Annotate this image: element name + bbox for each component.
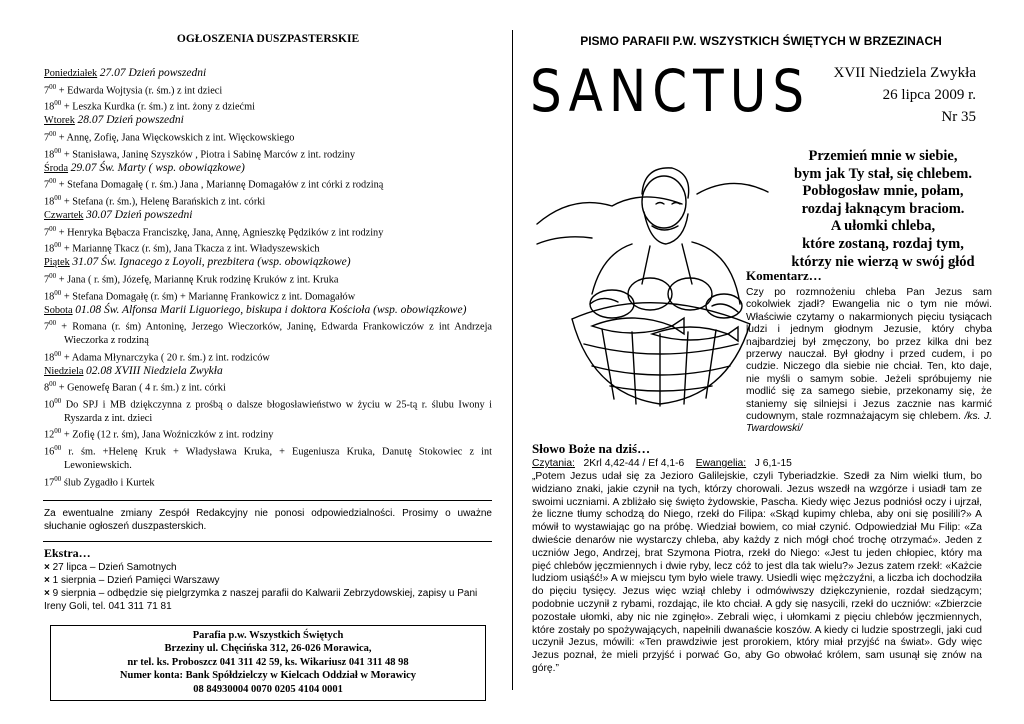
bullet-x-icon: × <box>44 587 50 599</box>
gospel-text: „Potem Jezus udał się za Jezioro Galilejskie, czyli Tyberiadzkie. Szedł za Nim wielki tłum, bo widziano znaki, jakie czynił na tych, którzy chorowali. Jezus wszedł na wzgórze i usiadł tam ze swoimi uczniami. A zbliżało się święto żydowskie, Pascha. Kiedy więc Jezus podniósł oczy i ujrzał, że liczne tłumy schodzą do Niego, rzekł do Filipa: «Skąd kupimy chleba, aby oni się posilili?» A mówił to wystawiając go na próbę. Wiedział bowiem, co miał czynić. Odpowiedział Mu Filip: «Za dwieście denarów nie wystarczy chleba, aby każdy z nich mógł choć trochę otrzymać». Jeden z uczniów Jego, Andrzej, brat Szymona Piotra, rzekł do Niego: «Jest tu jeden chłopiec, który ma pięć chlebów jęczmiennych i dwie ryby, lecz cóż to jest dla tak wielu?» Jezus zatem rzekł: «Każcie ludziom usiąść!» A w miejscu tym było wiele trawy. Usiedli więc mężczyźni, a liczba ich dochodziła do pięciu tysięcy. Jezus więc wziął chleby i odmówiwszy dziękczynienie, rozdał siedzącym; podobnie uczynił z rybami, rozdając, ile kto chciał. A gdy się nasycili, rzekł do uczniów: «Zbierzcie pozostałe ułomki, aby nic nie zginęło». Zebrali więc, i ułomkami z pięciu chlebów jęczmiennych, które zostały po spożywających, napełnili dwanaście koszów. A kiedy ci ludzie spostrzegli, jaki cud uczynił Jezus, mówili: «Ten prawdziwie jest prorokiem, który miał przyjść na świat». Gdy więc Jezus poznał, że mieli przyjść i porwać Go, aby Go obwołać królem, sam usunął się znów na górę.” <box>532 471 982 674</box>
day-heading <box>44 304 492 318</box>
ekstra-item <box>44 561 492 574</box>
mass-minute: 00 <box>54 349 62 358</box>
comment-title: Komentarz… <box>746 268 822 283</box>
disclaimer-note: Za ewentualne zmiany Zespół Redakcyjny nie ponosi odpowiedzialności. Prosimy o uważne słuchanie ogłoszeń duszpasterskich. <box>44 507 492 532</box>
ekstra-text: 1 sierpnia – Dzień Pamięci Warszawy <box>52 574 220 586</box>
ekstra-list <box>44 561 492 613</box>
mass-minute: 00 <box>49 319 57 328</box>
front-page-column <box>530 30 992 674</box>
word-of-god-title: Słowo Boże na dziś… <box>532 441 651 456</box>
parish-info-box <box>50 625 486 701</box>
poem-line: które zostaną, rozdaj tym, <box>802 235 964 252</box>
column-divider <box>512 30 513 690</box>
day-heading <box>44 67 492 81</box>
mass-entry <box>44 145 492 162</box>
issue-info <box>834 62 976 128</box>
day-heading <box>44 114 492 128</box>
gospel-label: Ewangelia: <box>695 458 747 469</box>
mass-entry <box>44 81 492 98</box>
day-description: 31.07 Św. Ignacego z Loyoli, prezbitera (wsp. obowiązkowe) <box>72 256 351 269</box>
comment-text <box>746 287 992 436</box>
mass-minute: 00 <box>49 224 57 233</box>
mass-entry <box>44 239 492 256</box>
mass-hour: 18 <box>44 352 55 364</box>
day-description: 27.07 Dzień powszedni <box>99 67 207 79</box>
parish-info-line: nr tel. ks. Proboszcz 041 311 42 59, ks. Wikariusz 041 311 48 98 <box>127 656 409 668</box>
ekstra-item <box>44 587 492 613</box>
separator-line <box>43 541 492 542</box>
poem-line: którzy nie wierzą w swój głód <box>791 253 975 270</box>
mass-entry <box>44 425 492 442</box>
mass-hour: 7 <box>44 274 50 286</box>
comment-author: /ks. J. Twardowski/ <box>746 411 992 435</box>
mass-hour: 12 <box>44 429 55 441</box>
mass-intention: + Stanisława, Janinę Szyszków , Piotra i Sabinę Marców z int. rodziny <box>63 149 356 161</box>
mass-minute: 00 <box>54 396 62 405</box>
mass-minute: 00 <box>49 271 57 280</box>
parish-info-line: Brzeziny ul. Chęcińska 312, 26-026 Morawica, <box>164 643 372 655</box>
day-heading <box>44 256 492 270</box>
newsletter-header: PISMO PARAFII P.W. WSZYSTKICH ŚWIĘTYCH W BRZEZINACH <box>580 34 942 48</box>
mass-minute: 00 <box>49 82 57 91</box>
readings-label: Czytania: <box>532 458 575 469</box>
mass-entry <box>44 473 492 490</box>
mass-intention: + Stefana Domagałę ( r. śm.) Jana , Mariannę Domagałów z int córki z rodziną <box>58 179 384 191</box>
mass-hour: 8 <box>44 382 50 394</box>
readings-line <box>532 458 792 469</box>
parish-info-line: 08 84930004 0070 0205 4104 0001 <box>193 684 343 696</box>
readings-value: 2Krl 4,42-44 / Ef 4,1-6 <box>583 458 685 469</box>
mass-intention: + Stefana (r. śm.), Helenę Barańskich z int. córki <box>63 196 266 208</box>
issue-number: Nr 35 <box>941 109 976 125</box>
day-heading <box>44 162 492 176</box>
mass-hour: 17 <box>44 477 55 489</box>
bullet-x-icon: × <box>44 561 50 573</box>
mass-intention: + Stefana Domagałę (r. śm) + Mariannę Frankowicz z int. Domagałów <box>63 291 356 303</box>
day-description: 29.07 Św. Marty ( wsp. obowiązkowe) <box>70 161 245 174</box>
mass-intention: + Edwarda Wojtysia (r. śm.) z int dzieci <box>58 84 223 96</box>
mass-minute: 00 <box>54 194 62 203</box>
mass-entry <box>44 442 492 472</box>
mass-entry <box>44 223 492 240</box>
mass-intention: Do SPJ i MB dziękczynna z prośbą o dalsze błogosławieństwo w życiu w 25-tą r. ślubu Iwony i Ryszarda z int. dzieci <box>64 399 492 424</box>
mass-intention: + Jana ( r. śm), Józefę, Mariannę Kruk rodzinę Kruków z int. Kruka <box>58 274 339 286</box>
mass-hour: 18 <box>44 149 55 161</box>
day-name: Środa <box>44 162 69 174</box>
day-description: 01.08 Św. Alfonsa Marii Liguoriego, biskupa i doktora Kościoła (wsp. obowiązkowe) <box>75 303 467 316</box>
mass-hour: 16 <box>44 446 55 458</box>
day-heading <box>44 365 492 379</box>
gospel-ref: J 6,1-15 <box>754 458 792 469</box>
mass-minute: 00 <box>54 241 62 250</box>
poem <box>758 148 1008 271</box>
day-name: Sobota <box>44 304 73 316</box>
mass-hour: 7 <box>44 84 50 96</box>
poem-line: rozdaj łaknącym braciom. <box>801 200 965 217</box>
ekstra-text: 27 lipca – Dzień Samotnych <box>52 561 177 573</box>
day-name: Niedziela <box>44 365 84 377</box>
mass-entry <box>44 97 492 114</box>
jesus-with-bread-basket-illustration <box>532 134 770 419</box>
day-description: 30.07 Dzień powszedni <box>86 209 193 222</box>
mass-entry <box>44 378 492 395</box>
mass-entry <box>44 317 492 347</box>
mass-minute: 00 <box>54 427 62 436</box>
announcements-column <box>44 30 492 701</box>
ekstra-title: Ekstra… <box>44 545 91 560</box>
mass-minute: 00 <box>54 99 62 108</box>
mass-minute: 00 <box>54 288 62 297</box>
poem-line: A ułomki chleba, <box>830 218 936 235</box>
ekstra-text: 9 sierpnia – odbędzie się pielgrzymka z naszej parafii do Kalwarii Zebrzydowskiej, zapisy u Pani Ireny Goli, tel. 041 311 71 81 <box>44 587 478 612</box>
mass-hour: 18 <box>44 291 55 303</box>
mass-minute: 00 <box>54 444 62 453</box>
poem-line: bym jak Ty stał, się chlebem. <box>794 165 972 182</box>
mass-intention: ślub Zygadło i Kurtek <box>63 477 155 489</box>
poem-line: Przemień mnie w siebie, <box>808 148 958 164</box>
mass-schedule <box>44 67 492 490</box>
mass-intention: + Genowefę Baran ( 4 r. śm.) z int. córki <box>58 382 226 394</box>
mass-minute: 00 <box>54 146 62 155</box>
issue-sunday: XVII Niedziela Zwykła <box>833 65 976 81</box>
mass-intention: + Mariannę Tkacz (r. śm), Jana Tkacza z int. Władyszewskich <box>63 243 320 255</box>
mass-entry <box>44 192 492 209</box>
mass-intention: r. śm. +Helenę Kruk + Władysława Kruka, + Eugeniusza Kruka, Danutę Stokowiec z int Lewoniewskich. <box>64 446 492 472</box>
mass-hour: 18 <box>44 243 55 255</box>
mass-hour: 10 <box>44 399 55 411</box>
parish-info-line: Parafia p.w. Wszystkich Świętych <box>192 629 344 641</box>
bullet-x-icon: × <box>44 574 50 586</box>
mass-minute: 00 <box>49 177 57 186</box>
mass-entry <box>44 287 492 304</box>
separator-line <box>43 500 492 501</box>
mass-minute: 00 <box>54 474 62 483</box>
mass-entry <box>44 395 492 425</box>
mass-hour: 7 <box>44 226 50 238</box>
day-name: Czwartek <box>44 210 84 222</box>
mass-minute: 00 <box>49 380 57 389</box>
mass-intention: + Romana (r. śm) Antoninę, Jerzego Wieczorków, Janinę, Edwarda Frankowiczów z int Andrzeja Wieczorka z rodziną <box>61 321 492 347</box>
day-name: Piątek <box>44 257 70 269</box>
day-description: 28.07 Dzień powszedni <box>77 114 184 127</box>
ekstra-item <box>44 574 492 587</box>
day-name: Wtorek <box>44 115 75 127</box>
mass-minute: 00 <box>49 129 57 138</box>
poem-line: Pobłogosław mnie, połam, <box>802 183 964 200</box>
issue-date: 26 lipca 2009 r. <box>882 87 976 103</box>
mass-intention: + Zofię (12 r. śm), Jana Woźniczków z int. rodziny <box>63 429 274 441</box>
masthead <box>532 58 990 138</box>
mass-hour: 18 <box>44 101 55 113</box>
day-name: Poniedziałek <box>44 68 98 79</box>
mass-entry <box>44 175 492 192</box>
mass-intention: + Henryka Bębacza Franciszkę, Jana, Annę, Agnieszkę Pędzików z int rodziny <box>58 226 384 238</box>
parish-info-line: Numer konta: Bank Spółdzielczy w Kielcach Oddział w Morawicy <box>119 670 417 682</box>
day-heading <box>44 209 492 223</box>
mass-entry <box>44 128 492 145</box>
mass-intention: + Adama Młynarczyka ( 20 r. śm.) z int. rodziców <box>63 352 270 364</box>
mass-hour: 7 <box>44 321 50 333</box>
mass-hour: 18 <box>44 196 55 208</box>
mass-entry <box>44 270 492 287</box>
mass-hour: 7 <box>44 179 50 191</box>
mass-intention: + Leszka Kurdka (r. śm.) z int. żony z dziećmi <box>63 101 255 113</box>
mass-entry <box>44 348 492 365</box>
sanctus-logo: SANCTUS <box>530 58 811 125</box>
day-description: 02.08 XVIII Niedziela Zwykła <box>86 364 223 377</box>
comment-body: Czy po rozmnożeniu chleba Pan Jezus sam cokolwiek zjadł? Ewangelia nic o tym nie mówi. Właściwie czytamy o nakarmionych pięciu tysiącach ludzi i jednym głodnym Jezusie, który chyba najbardziej był zmęczony, bo przez kilka dni bez przerwy nauczał. Był głodny i przed cudem, i po cudzie. Niczego dla siebie nie chciał. Ten, kto daje, nie myśli o samym sobie. Jeżeli spróbujemy nie modlić się za samego siebie, przekonamy się, że staniemy się silniejsi i Jezus zacznie nas karmić cudownym, stale rozmnażającym się chlebem. <box>746 287 992 423</box>
announcements-title: OGŁOSZENIA DUSZPASTERSKIE <box>176 33 360 45</box>
mass-hour: 7 <box>44 132 50 144</box>
mass-intention: + Annę, Zofię, Jana Więckowskich z int. Więckowskiego <box>58 132 295 144</box>
